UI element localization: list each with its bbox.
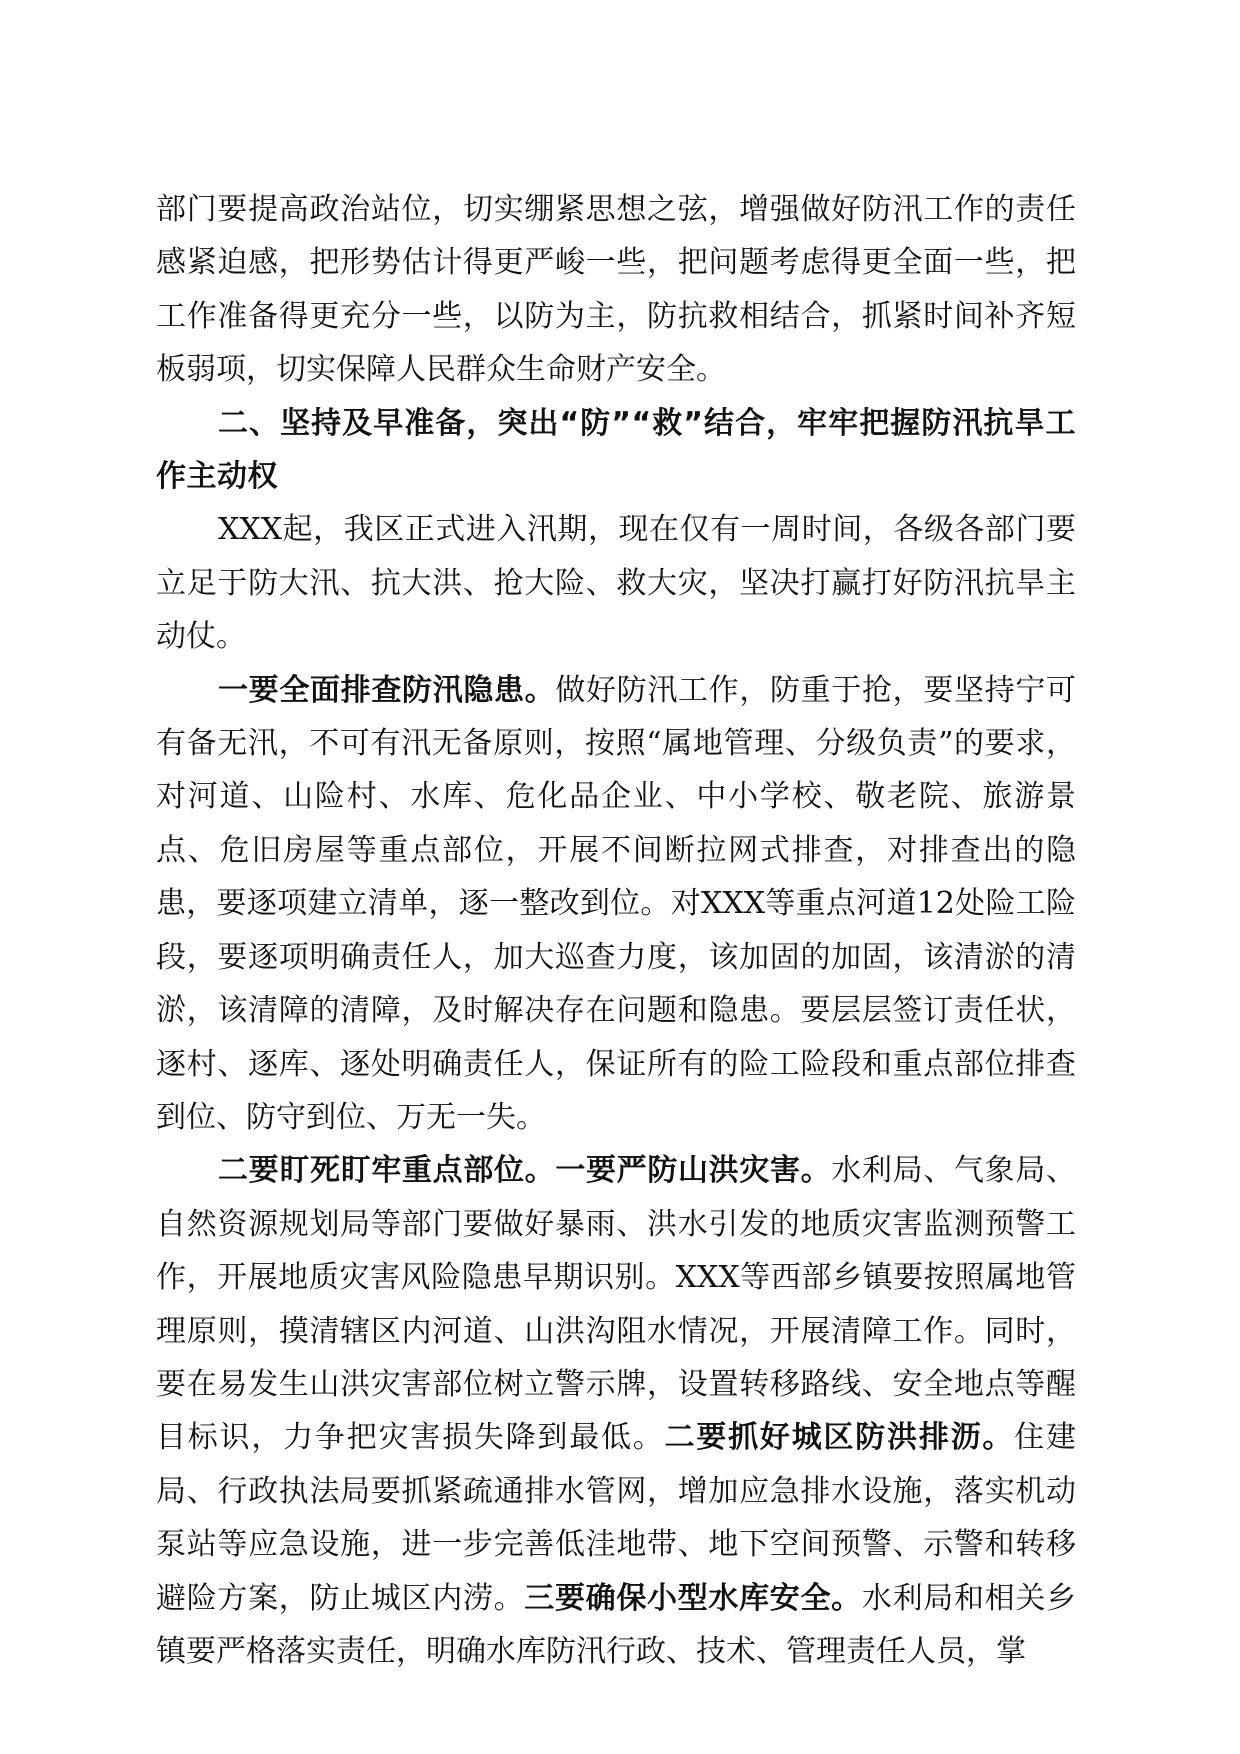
paragraph-1 — [156, 183, 1076, 397]
paragraph-1-text: 部门要提高政治站位，切实绷紧思想之弦，增强做好防汛工作的责任感紧迫感，把形势估计得更严峻一些，把问题考虑得更全面一些，把工作准备得更充分一些，以防为主，防抗救相结合，抓紧时间补齐短板弱项，切实保障人民群众生命财产安全。 — [156, 192, 1076, 388]
section-heading-2 — [156, 397, 1076, 504]
paragraph-4-text-1: 水利局、气象局、自然资源规划局等部门要做好暴雨、洪水引发的地质灾害监测预警工作，开展地质灾害风险隐患早期识别。XXX等西部乡镇要按照属地管理原则，摸清辖区内河道、山洪沟阻水情况，开展清障工作。同时，要在易发生山洪灾害部位树立警示牌，设置转移路线、安全地点等醒目标识，力争把灾害损失降到最低。 — [156, 1153, 1077, 1456]
paragraph-4-lead-1: 二要盯死盯牢重点部位。一要严防山洪灾害。 — [218, 1153, 832, 1189]
paragraph-4-lead-2: 二要抓好城区防洪排沥。 — [664, 1420, 1015, 1456]
paragraph-4-text-3: 水利局和相关乡镇要严格落实责任，明确水库防汛行政、技术、管理责任人员，掌 — [156, 1580, 1077, 1669]
paragraph-4-text-2: 住建局、行政执法局要抓紧疏通排水管网，增加应急排水设施，落实机动泵站等应急设施，进一步完善低洼地带、地下空间预警、示警和转移避险方案，防止城区内涝。 — [156, 1420, 1077, 1616]
section-heading-2-text: 二、坚持及早准备，突出“防”“救”结合，牢牢把握防汛抗旱工作主动权 — [156, 405, 1076, 495]
paragraph-2-text: XXX起，我区正式进入汛期，现在仅有一周时间，各级各部门要立足于防大汛、抗大洪、抢大险、救大灾，坚决打赢打好防汛抗旱主动仗。 — [156, 512, 1076, 655]
paragraph-3-lead: 一要全面排查防汛隐患。 — [218, 672, 556, 708]
paragraph-4 — [156, 1144, 1076, 1678]
paragraph-2 — [156, 503, 1076, 663]
paragraph-3-text: 做好防汛工作，防重于抢，要坚持宁可有备无汛，不可有汛无备原则，按照“属地管理、分级负责”的要求，对河道、山险村、水库、危化品企业、中小学校、敬老院、旅游景点、危旧房屋等重点部位，开展不间断拉网式排查，对排查出的隐患，要逐项建立清单，逐一整改到位。对XXX等重点河道12处险工险段，要逐项明确责任人，加大巡查力度，该加固的加固，该清淤的清淤，该清障的清障，及时解决存在问题和隐患。要层层签订责任状，逐村、逐库、逐处明确责任人，保证所有的险工险段和重点部位排查到位、防守到位、万无一失。 — [156, 672, 1077, 1135]
document-body — [156, 183, 1076, 1678]
paragraph-4-lead-3: 三要确保小型水库安全。 — [524, 1580, 862, 1616]
paragraph-3 — [156, 664, 1076, 1145]
